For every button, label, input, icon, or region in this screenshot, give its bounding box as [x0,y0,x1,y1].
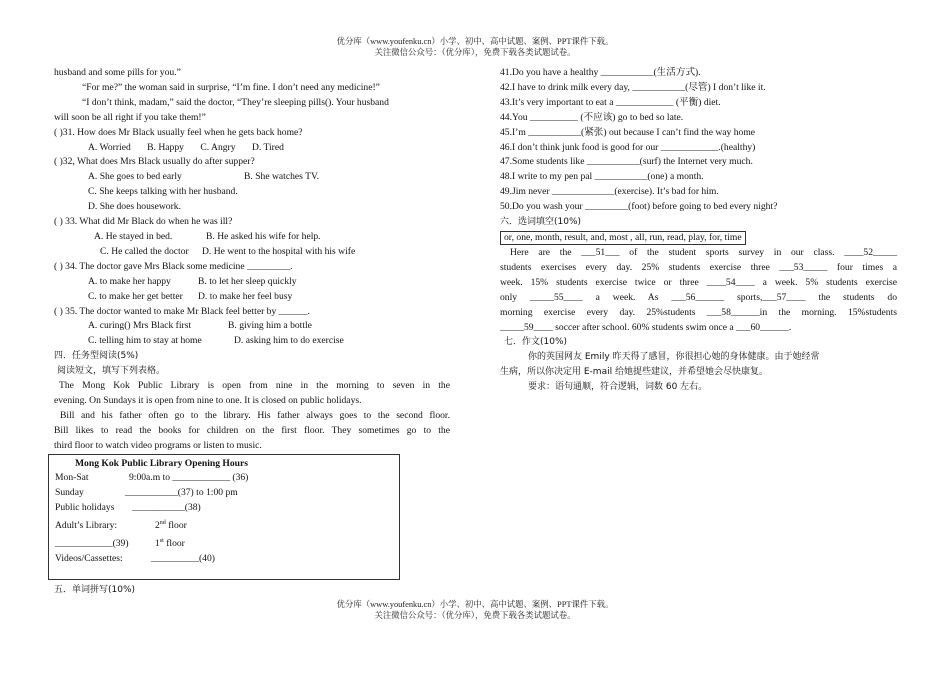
spelling-item: 45.I’m ___________(紧张) out because I can’t find the way home [500,126,756,138]
ordinal-suffix: nd [159,520,166,527]
header-line-2: 关注微信公众号：（优分库），免费下载各类试题试卷。 [374,48,576,57]
question-34-options [54,275,450,290]
option: C. Angry [200,141,236,153]
question-33-options [54,245,450,260]
floor-number: 2 [155,520,160,532]
option: C. telling him to stay at home [88,335,202,347]
option: C. to make her get better [88,290,183,302]
section-4-instructions: 阅读短文，填写下列表格。 [57,366,166,377]
cloze-line: students exercises every day. 25% students exercise three ___53_____ four times a [500,261,897,273]
section-5-title: 五．单词拼写(10%) [54,584,136,595]
question-32: ( )32, What does Mrs Black usually do after supper? [54,156,255,168]
spelling-item: 42.I have to drink milk every day, ___________(尽管) I don’t like it. [500,81,766,93]
question-35: ( ) 35. The doctor wanted to make Mr Black feel better by ______. [54,305,310,317]
section-7-title: 七．作文(10%) [504,337,568,348]
cloze-line: _____59____ soccer after school. 60% students swim once a ___60______. [500,321,792,333]
table-row [49,534,399,552]
floor-number: 1 [155,538,160,550]
question-32-options [54,170,450,185]
row-value: ___________(38) [132,502,201,514]
right-column [500,66,897,395]
ordinal-suffix: st [159,538,164,545]
story-line: husband and some pills for you.” [54,67,181,78]
row-value: 9:00a.m to ____________ (36) [129,472,249,484]
row-value: __________(40) [151,553,215,565]
spelling-item: 41.Do you have a healthy ___________(生活方式). [500,67,701,78]
essay-prompt-line: 生病，所以你决定用 E-mail 给她提些建议，并希望她会尽快康复。 [500,367,768,378]
spelling-item: 48.I write to my pen pal ___________(one) a month. [500,171,704,183]
spelling-item: 44.You __________ (不应该) go to bed so late. [500,111,684,123]
option: B. She watches TV. [244,171,320,183]
question-35-options [54,319,450,334]
row-label: ____________(39) [55,538,129,550]
table-row [49,552,399,567]
option: D. to make her feel busy [198,290,293,302]
option: C. She keeps talking with her husband. [88,186,238,198]
row-value [155,538,185,549]
option: A. Worried [88,141,131,153]
table-row [49,501,399,516]
word-bank: or, one, month, result, and, most , all, run, read, play, for, time [500,231,746,245]
question-33: ( ) 33. What did Mr Black do when he was ill? [54,216,233,228]
passage-line: Bill and his father often go to the library. His father always goes to the second floor. [60,409,450,421]
cloze-line: week. 15% students exercise twice or three ____54____ a week. 5% students exercise [500,276,897,288]
story-line: “For me?” the woman said in surprise, “I’m fine. I don’t need any medicine!” [82,81,380,93]
row-label: Adult’s Library: [55,520,118,532]
spelling-item: 43.It’s very important to eat a ____________ (平衡) diet. [500,96,721,108]
option: B. He asked his wife for help. [206,230,321,242]
passage-line: evening. On Sundays it is open from nine to one. It is closed on public holidays. [54,394,362,406]
spelling-item: 47.Some students like ___________(surf) the Internet very much. [500,156,753,168]
passage-line: The Mong Kok Public Library is open from nine in the morning to seven in the [59,380,450,392]
table-row [49,486,399,501]
option: B. to let her sleep quickly [198,275,297,287]
floor-word: floor [163,538,185,550]
question-33-options [54,230,450,245]
option: C. He called the doctor [100,245,189,257]
page-header [0,36,950,58]
option: D. She does housework. [88,201,181,213]
table-row [49,471,399,486]
table-row [49,516,399,534]
section-4-title: 四．任务型阅读(5%) [54,351,139,362]
row-label: Sunday [55,487,84,499]
cloze-line: Here are the ___51___ of the student sports survey in our class. ____52_____ [510,246,897,258]
row-label: Videos/Cassettes: [55,553,123,565]
footer-line-2: 关注微信公众号：（优分库），免费下载各类试题试卷。 [374,611,576,620]
table-title: Mong Kok Public Library Opening Hours [75,457,248,469]
question-31-options [54,141,450,156]
section-6-title: 六．选词填空(10%) [500,217,582,228]
option: D. He went to the hospital with his wife [202,245,356,257]
essay-prompt-line: 你的英国网友 Emily 昨天得了感冒，你很担心她的身体健康。由于她经常 [528,352,820,363]
passage-line: third floor to watch video programs or listen to music. [54,439,262,451]
option: D. Tired [251,141,284,153]
row-label: Mon-Sat [55,472,89,484]
footer-line-1: 优分库（www.youfenku.cn）小学、初中、高中试题、案例、PPT课件下载。 [336,600,614,609]
cloze-line: morning exercise every day. 25%students ___58______in the morning. 15%students [500,306,897,318]
cloze-line: only _____55____ a week. As ___56______ sports,___57____ the students do [500,291,897,303]
question-34: ( ) 34. The doctor gave Mrs Black some medicine _________. [54,260,293,272]
spelling-item: 49.Jim never _____________(exercise). It’s bad for him. [500,186,719,198]
essay-requirements: 要求：语句通顺，符合逻辑，词数 60 左右。 [528,382,708,393]
question-35-options [54,334,450,349]
spelling-item: 46.I don’t think junk food is good for our ____________.(healthy) [500,141,756,153]
option: B. Happy [147,141,184,153]
question-34-options [54,290,450,305]
left-column [54,66,450,597]
option: B. giving him a bottle [228,320,312,332]
option: A. She goes to bed early [88,171,182,183]
question-31: ( )31. How does Mr Black usually feel when he gets back home? [54,126,303,138]
row-value [155,520,187,531]
option: A. curing() Mrs Black first [88,320,192,332]
header-line-1: 优分库（www.youfenku.cn）小学、初中、高中试题、案例、PPT课件下载。 [336,37,614,46]
row-value: ___________(37) to 1:00 pm [125,487,238,499]
library-hours-table [48,454,400,580]
passage-line: Bill likes to read the books for children on the first floor. They sometimes go to the [54,424,450,436]
row-label: Public holidays [55,502,115,514]
story-line: will soon be all right if you take them!” [54,111,206,123]
option: D. asking him to do exercise [234,335,344,347]
page-footer [0,599,950,621]
option: A. to make her happy [88,275,171,287]
spelling-item: 50.Do you wash your _________(foot) before going to bed every night? [500,201,778,213]
story-line: “I don’t think, madam,” said the doctor, “They’re sleeping pills(). Your husband [82,96,389,108]
option: A. He stayed in bed. [94,230,173,242]
floor-word: floor [165,520,187,532]
